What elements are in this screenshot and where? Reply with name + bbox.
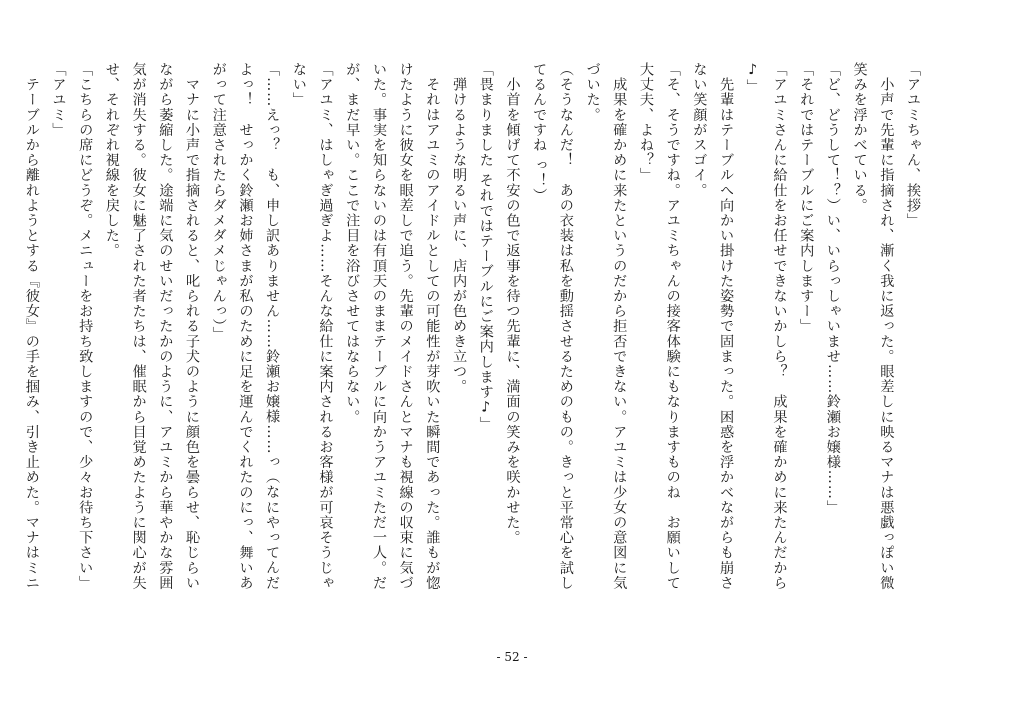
text-line: 「こちらの席にどうぞ。メニューをお持ち致しますので、少々お待ち下さい」 xyxy=(77,62,94,591)
text-line: それはアユミのアイドルとしての可能性が芽吹いた瞬間であった。誰もが惚 xyxy=(424,62,441,591)
text-line: 「畏まりました それではテーブルにご案内します♪」 xyxy=(477,62,494,432)
text-line: ない笑顔がスゴイ。 xyxy=(691,62,708,198)
text-line: 「それではテーブルにご案内しますー」 xyxy=(798,62,815,334)
text-line: けたように彼女を眼差しで追う。先輩のメイドさんとマナも視線の収束に気づ xyxy=(397,62,414,591)
text-line: せ、それぞれ視線を戻した。 xyxy=(103,62,120,259)
text-line: 気が消失する。彼女に魅了された者たちは、催眠から目覚めたように関心が失 xyxy=(130,62,147,591)
text-line: 弾けるような明るい声に、店内が色めき立つ。 xyxy=(451,62,468,395)
text-line: てるんですね っ！） xyxy=(531,62,548,204)
text-line: 笑みを浮かべている。 xyxy=(851,62,868,213)
text-line: ♪」 xyxy=(744,62,761,94)
vertical-text-body xyxy=(18,62,926,642)
text-line: 「アユミさんに給仕をお任せできないかしら？ 成果を確かめに来たんだから xyxy=(771,62,788,591)
text-line: 大丈夫、よね？」 xyxy=(637,62,654,183)
text-line: づいた。 xyxy=(584,62,601,123)
text-line: 「アユミ」 xyxy=(50,62,67,138)
text-line: がって注意されたらダメダメじゃんっ）」 xyxy=(210,62,227,342)
text-line: 「……えっ？ も、申し訳ありません……鈴瀬お嬢様……っ（なにやってんだ xyxy=(264,62,281,591)
text-line: よっ！ せっかく鈴瀬お姉さまが私のために足を運んでくれたのにっ、舞いあ xyxy=(237,62,254,591)
text-line: 「ど、どうして！？）い、いらっしゃいませ……鈴瀬お嬢様……」 xyxy=(824,62,841,515)
text-line: テーブルから離れようとする『彼女』の手を掴み、引き止めた。マナはミニ xyxy=(23,62,40,591)
text-line: 「そ、そうですね。アユミちゃんの接客体験にもなりますものね お願いして xyxy=(664,62,681,591)
text-line: 「アユミ、はしゃぎ過ぎよ……そんな給仕に案内されるお客様が可哀そうじゃ xyxy=(317,62,334,591)
page-number: - 52 - xyxy=(496,650,528,664)
text-line: ながら萎縮した。途端に気のせいだったかのように、アユミから華やかな雰囲 xyxy=(157,62,174,591)
text-line: （そうなんだ！ あの衣装は私を動揺させるためのもの。きっと平常心を試し xyxy=(557,62,574,591)
text-line: 「アユミちゃん、挨拶」 xyxy=(905,62,921,229)
text-line: 成果を確かめに来たというのだから拒否できない。アユミは少女の意図に気 xyxy=(611,62,628,591)
text-line: マナに小声で指摘されると、叱られる子犬のように顔色を曇らせ、恥じらい xyxy=(184,62,201,591)
text-line: 小声で先輩に指摘され、漸く我に返った。眼差しに映るマナは悪戯っぽい微 xyxy=(878,62,895,591)
text-line: が、まだ早い。ここで注目を浴びさせてはならない。 xyxy=(344,62,361,425)
text-line: 先輩はテーブルへ向かい掛けた姿勢で固まった。困惑を浮かべながらも崩さ xyxy=(718,62,735,591)
text-line: いた。事実を知らないのは有頂天のままテーブルに向かうアユミただ一人。だ xyxy=(370,62,387,591)
text-line: 小首を傾げて不安の色で返事を待つ先輩に、満面の笑みを咲かせた。 xyxy=(504,62,521,546)
text-line: ない」 xyxy=(290,62,307,108)
